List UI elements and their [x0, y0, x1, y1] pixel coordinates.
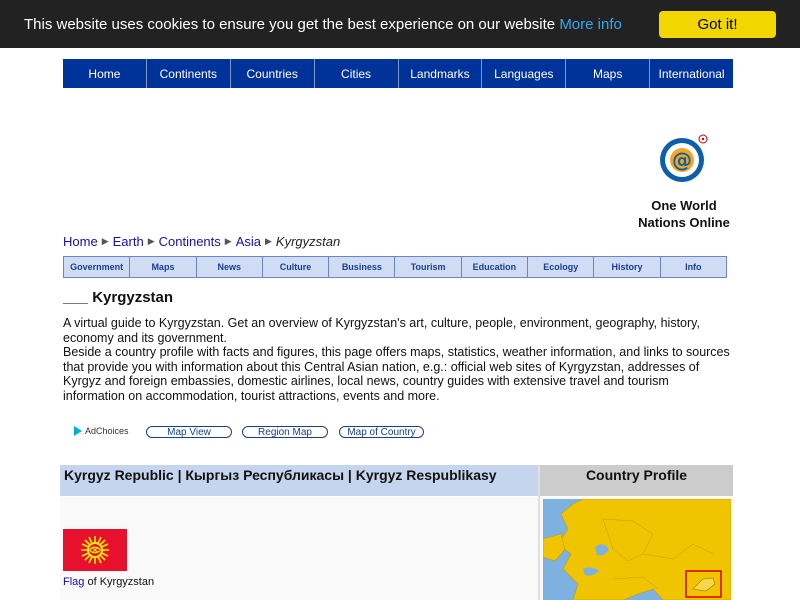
- top-navigation: [63, 59, 733, 88]
- subnav-info[interactable]: Info: [661, 257, 726, 277]
- nav-continents[interactable]: Continents: [147, 59, 231, 88]
- map-of-country-button[interactable]: Map of Country: [339, 426, 424, 438]
- subnav-history[interactable]: History: [594, 257, 660, 277]
- breadcrumb-arrow-icon: ▶: [264, 236, 272, 246]
- region-map-button[interactable]: Region Map: [242, 426, 328, 438]
- flag-caption-text: of Kyrgyzstan: [84, 576, 155, 588]
- subnav-culture[interactable]: Culture: [263, 257, 329, 277]
- one-world-logo-icon[interactable]: [658, 133, 710, 185]
- section-navigation: [63, 256, 727, 278]
- flag-link[interactable]: Flag: [63, 576, 85, 588]
- map-view-button[interactable]: Map View: [146, 426, 232, 438]
- subnav-maps[interactable]: Maps: [130, 257, 196, 277]
- breadcrumb-arrow-icon: ▶: [224, 236, 232, 246]
- subnav-education[interactable]: Education: [462, 257, 528, 277]
- breadcrumb-current: Kyrgyzstan: [275, 234, 341, 249]
- nav-home[interactable]: Home: [63, 59, 147, 88]
- nav-maps[interactable]: Maps: [566, 59, 650, 88]
- breadcrumb-earth[interactable]: Earth: [112, 234, 144, 249]
- cookie-message-text: This website uses cookies to ensure you get the best experience on our website: [24, 16, 556, 33]
- cookie-banner: [0, 0, 800, 48]
- breadcrumb-continents[interactable]: Continents: [158, 234, 221, 249]
- flag-sun-icon: [80, 535, 110, 565]
- more-info-link[interactable]: More info: [559, 16, 622, 33]
- cookie-message: [24, 16, 622, 33]
- country-names-header: Kyrgyz Republic | Кыргыз Республикасы | Kyrgyz Respublikasy: [60, 465, 538, 496]
- country-profile-header: Country Profile: [540, 465, 733, 496]
- page-title: ___ Kyrgyzstan: [63, 289, 174, 306]
- subnav-ecology[interactable]: Ecology: [528, 257, 594, 277]
- adchoices-icon: [74, 426, 82, 436]
- intro-paragraph-1: A virtual guide to Kyrgyzstan. Get an overview of Kyrgyzstan's art, culture, people, environment, geography, history, economy and its government.: [63, 316, 700, 345]
- adchoices-label: AdChoices: [85, 426, 129, 436]
- locator-map-icon[interactable]: [543, 499, 731, 600]
- nav-countries[interactable]: Countries: [231, 59, 315, 88]
- subnav-news[interactable]: News: [197, 257, 263, 277]
- subnav-business[interactable]: Business: [329, 257, 395, 277]
- subnav-government[interactable]: Government: [64, 257, 130, 277]
- nav-international[interactable]: International: [658, 66, 725, 81]
- subnav-tourism[interactable]: Tourism: [395, 257, 461, 277]
- flag-caption: [63, 576, 154, 588]
- logo-caption: [628, 197, 740, 231]
- breadcrumb-arrow-icon: ▶: [147, 236, 155, 246]
- breadcrumb-arrow-icon: ▶: [101, 236, 109, 246]
- kyrgyzstan-flag-icon[interactable]: [63, 529, 127, 571]
- breadcrumb: [63, 234, 340, 249]
- logo-line-1: One World: [651, 198, 717, 213]
- breadcrumb-asia[interactable]: Asia: [235, 234, 261, 249]
- nav-languages[interactable]: Languages: [482, 59, 566, 88]
- intro-text: [63, 316, 733, 404]
- logo-line-2: Nations Online: [638, 215, 730, 230]
- nav-cities[interactable]: Cities: [315, 59, 399, 88]
- svg-text:@: @: [672, 148, 692, 172]
- got-it-button[interactable]: Got it!: [659, 11, 776, 38]
- adchoices[interactable]: [74, 426, 129, 436]
- nav-landmarks[interactable]: Landmarks: [399, 59, 483, 88]
- intro-paragraph-2: Beside a country profile with facts and figures, this page offers maps, statistics, weather information, and links to sources that provide you with information about this Central Asian nation, e.g.: official web sites of Kyrgyzstan, addresses of Kyrgyz and foreign embassies, domestic airlines, local news, country guides with extensive travel and tourism information on accommodation, tourist attractions, events and more.: [63, 345, 730, 403]
- table-divider: [538, 465, 540, 600]
- breadcrumb-home[interactable]: Home: [63, 234, 98, 249]
